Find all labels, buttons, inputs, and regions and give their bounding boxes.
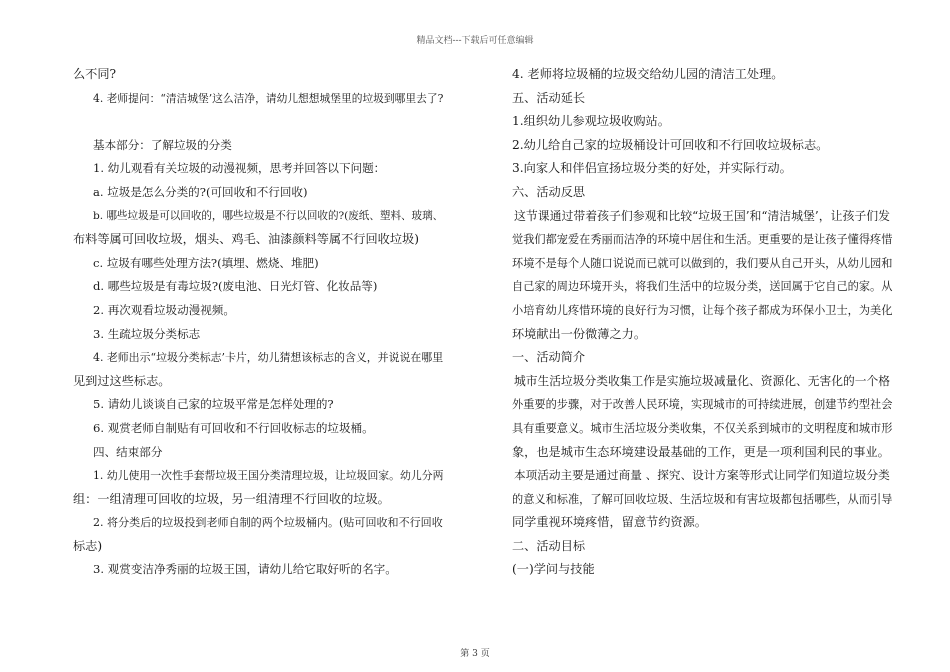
text-line: 环境不是每个人随口说说而已就可以做到的，我们要从自己开头，从幼儿园和 bbox=[512, 256, 893, 270]
text-line: 具有重要意义。城市生活垃圾分类收集，不仅关系到城市的文明程度和城市形 bbox=[512, 421, 893, 435]
text-line: 象，也是城市生态环境建设最基础的工作，更是一项利国利民的事业。 bbox=[512, 444, 890, 459]
text-line: 2. 再次观看垃圾动漫视频。 bbox=[93, 302, 235, 317]
text-line: 自己家的周边环境开头，将我们生活中的垃圾分类，送回属于它自己的家。从 bbox=[512, 280, 893, 294]
text-line: 小培育幼儿疼惜环境的良好行为习惯，让每个孩子都成为环保小卫士，为美化 bbox=[512, 303, 893, 317]
text-line: 组：一组清理可回收的垃圾，另一组清理不行回收的垃圾。 bbox=[73, 491, 390, 506]
text-line: 的意义和标准，了解可回收垃圾、生活垃圾和有害垃圾都包括哪些，从而引导 bbox=[512, 492, 893, 506]
text-line: d. 哪些垃圾是有毒垃圾?(废电池、日光灯管、化妆品等) bbox=[93, 279, 378, 294]
text-line: 外重要的步骤，对于改善人民环境，实现城市的可持续进展，创建节约型社会 bbox=[512, 398, 893, 412]
text-line: 4. 老师提问：“清洁城堡’这么洁净，请幼儿想想城堡里的垃圾到哪里去了? bbox=[93, 91, 444, 105]
text-line: 3.向家人和伴侣宣扬垃圾分类的好处，并实际行动。 bbox=[512, 161, 792, 176]
text-line: 布料等属可回收垃圾，烟头、鸡毛、油漆颜料等属不行回收垃圾) bbox=[73, 232, 420, 247]
text-line: 2.幼儿给自己家的垃圾桶设计可回收和不行回收垃圾标志。 bbox=[512, 137, 829, 152]
text-line: 5. 请幼儿谈谈自己家的垃圾平常是怎样处理的? bbox=[93, 397, 334, 412]
text-line: 觉我们都宠爱在秀丽而洁净的环境中居住和生活。更重要的是让孩子懂得疼惜 bbox=[512, 233, 893, 247]
text-line: 这节课通过带着孩子们参观和比较“垃圾王国’和“清洁城堡’，让孩子们发 bbox=[514, 208, 890, 223]
text-line: 1. 幼儿使用一次性手套帮垃圾王国分类清理垃圾，让垃圾回家。幼儿分两 bbox=[93, 469, 444, 483]
page-header: 精品文档---下载后可任意编辑 bbox=[416, 36, 534, 46]
text-line: 见到过这些标志。 bbox=[73, 373, 171, 388]
text-line: c. 垃圾有哪些处理方法?(填埋、燃烧、堆肥) bbox=[93, 255, 319, 270]
text-line: 6. 观赏老师自制贴有可回收和不行回收标志的垃圾桶。 bbox=[93, 420, 374, 435]
text-line: 1.组织幼儿参观垃圾收购站。 bbox=[512, 114, 670, 129]
text-line: 环境献出一份微薄之力。 bbox=[512, 326, 647, 341]
text-line: 4. 老师出示“垃圾分类标志’卡片，幼儿猜想该标志的含义，并说说在哪里 bbox=[93, 351, 444, 365]
text-line: 本项活动主要是通过商量 、探究、设计方案等形式让同学们知道垃圾分类 bbox=[514, 468, 890, 483]
text-line: (一)学问与技能 bbox=[512, 562, 595, 577]
text-line: 1. 幼儿观看有关垃圾的动漫视频，思考并回答以下问题： bbox=[93, 161, 386, 176]
section-heading: 一、活动简介 bbox=[512, 350, 586, 365]
text-line: 标志) bbox=[73, 538, 103, 553]
text-line: 同学重视环境疼惜，留意节约资源。 bbox=[512, 515, 707, 530]
text-line: a. 垃圾是怎么分类的?(可回收和不行回收) bbox=[93, 184, 308, 199]
section-heading: 五、活动延长 bbox=[512, 90, 586, 105]
section-heading: 基本部分：了解垃圾的分类 bbox=[93, 137, 232, 152]
blank-line bbox=[73, 110, 461, 134]
text-line: 城市生活垃圾分类收集工作是实施垃圾减量化、资源化、无害化的一个格 bbox=[514, 373, 890, 388]
section-heading: 六、活动反思 bbox=[512, 184, 586, 199]
text-line: 么不同? bbox=[73, 67, 117, 81]
text-line: b. 哪些垃圾是可以回收的，哪些垃圾是不行以回收的?(废纸、塑料、玻璃、 bbox=[93, 209, 444, 222]
page-number: 第 3 页 bbox=[460, 649, 490, 659]
text-line: 3. 观赏变洁净秀丽的垃圾王国，请幼儿给它取好听的名字。 bbox=[93, 562, 397, 577]
text-line: 3. 生疏垃圾分类标志 bbox=[93, 326, 201, 341]
section-heading: 四、结束部分 bbox=[93, 444, 163, 459]
text-line: 4. 老师将垃圾桶的垃圾交给幼儿园的清洁工处理。 bbox=[512, 67, 784, 81]
right-column bbox=[512, 63, 892, 582]
left-column bbox=[73, 63, 461, 582]
text-line: 2. 将分类后的垃圾投到老师自制的两个垃圾桶内。(贴可回收和不行回收 bbox=[93, 516, 443, 530]
section-heading: 二、活动目标 bbox=[512, 538, 586, 553]
